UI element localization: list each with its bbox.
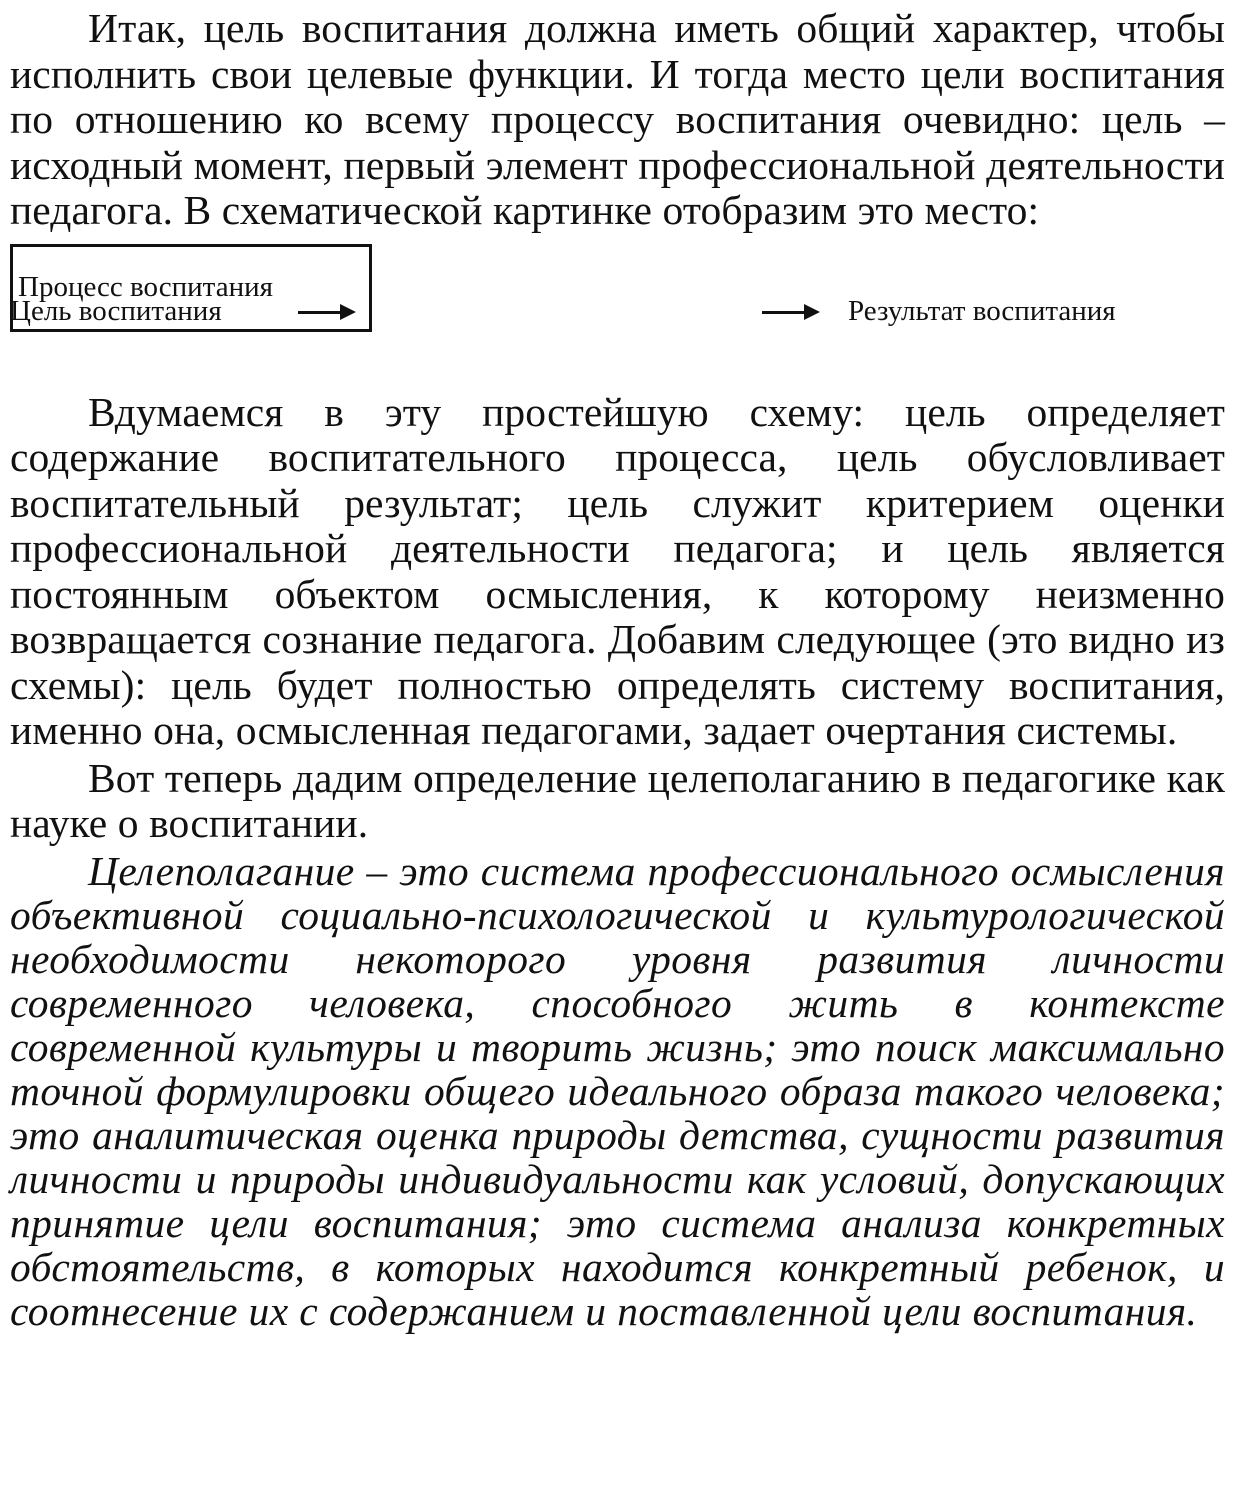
arrow-right-icon xyxy=(298,311,344,314)
paragraph-definition-intro: Вот теперь дадим определение целеполаганию в педагогике как науке о воспитании. xyxy=(10,754,1225,846)
schema-node-goal: Цель воспитания xyxy=(10,294,222,327)
arrow-right-icon xyxy=(762,311,808,314)
schema-node-process: Процесс воспитания xyxy=(18,270,273,303)
education-schema xyxy=(10,244,1225,382)
paragraph-goal-setting-definition: Целеполагание – это система профессионального осмысления объективной социально-психологической и культурологической необходимости некоторого уровня развития личности современного человека, способного жить в контексте современной культуры и творить жизнь; это поиск максимально точной формулировки общего идеального образа такого человека; это аналитическая оценка природы детства, сущности развития личности и природы индивидуальности как условий, допускающих принятие цели воспитания; это система анализа конкретных обстоятельств, в которых находится конкретный ребенок, и соотнесение их с содержанием и поставленной цели воспитания. xyxy=(10,847,1225,1334)
paragraph-goal-general: Итак, цель воспитания должна иметь общий характер, чтобы исполнить свои целевые функции. И тогда место цели воспитания по отношению ко всему процессу воспитания очевидно: цель – исходный момент, первый элемент профессиональной деятельности педагога. В схематической картинке отобразим это место: xyxy=(10,5,1225,233)
schema-node-result: Результат воспитания xyxy=(848,294,1116,327)
paragraph-schema-analysis: Вдумаемся в эту простейшую схему: цель определяет содержание воспитательного процесса, цель обусловливает воспитательный результат; цель служит критерием оценки профессиональной деятельности педагога; и цель является постоянным объектом осмысления, к которому неизменно возвращается сознание педагога. Добавим следующее (это видно из схемы): цель будет полностью определять систему воспитания, именно она, осмысленная педагогами, задает очертания системы. xyxy=(10,388,1225,753)
